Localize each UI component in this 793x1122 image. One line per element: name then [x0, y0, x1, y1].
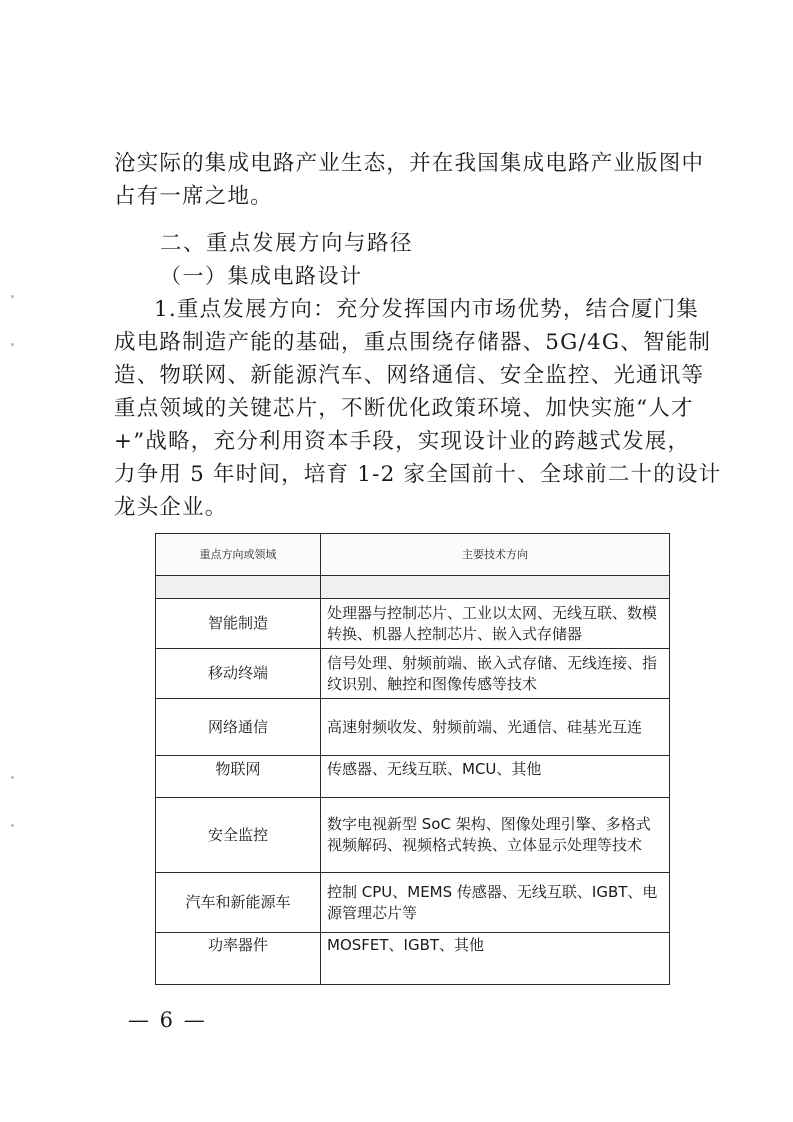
page-number: — 6 —: [128, 1008, 207, 1032]
field-cell: 网络通信: [156, 699, 321, 756]
tech-direction-table: [155, 533, 670, 985]
text-line: 沧实际的集成电路产业生态，并在我国集成电路产业版图中: [114, 151, 705, 176]
tech-cell: 数字电视新型 SoC 架构、图像处理引擎、多格式视频解码、视频格式转换、立体显示处理等技术: [321, 798, 670, 873]
tech-cell: MOSFET、IGBT、其他: [321, 933, 670, 985]
tech-cell: 控制 CPU、MEMS 传感器、无线互联、IGBT、电源管理芯片等: [321, 873, 670, 933]
text-line: 龙头企业。: [114, 495, 228, 520]
tech-cell: 传感器、无线互联、MCU、其他: [321, 756, 670, 798]
text-line: 造、物联网、新能源汽车、网络通信、安全监控、光通讯等: [114, 363, 705, 388]
text-line: 重点领域的关键芯片，不断优化政策环境、加快实施“人才: [114, 396, 694, 421]
text-line: 力争用 5 年时间，培育 1-2 家全国前十、全球前二十的设计: [114, 462, 722, 487]
table-header-cell: 主要技术方向: [321, 534, 670, 576]
table-row: [156, 699, 670, 756]
table-row: [156, 873, 670, 933]
scan-speck: [11, 343, 14, 346]
text-line: 1.重点发展方向：充分发挥国内市场优势，结合厦门集: [154, 297, 700, 322]
field-cell: 移动终端: [156, 649, 321, 699]
field-cell: 物联网: [156, 756, 321, 798]
text-line: +”战略，充分利用资本手段，实现设计业的跨越式发展，: [114, 429, 691, 454]
intro-paragraph: [114, 147, 714, 213]
tech-cell: 信号处理、射频前端、嵌入式存储、无线连接、指纹识别、触控和图像传感等技术: [321, 649, 670, 699]
table-row: [156, 649, 670, 699]
table-header-row: [156, 534, 670, 576]
subsection-heading: （一）集成电路设计: [160, 264, 363, 288]
text-line: 成电路制造产能的基础，重点围绕存储器、5G/4G、智能制: [114, 330, 712, 355]
scan-speck: [11, 295, 14, 298]
table-header-cell: 重点方向或领域: [156, 534, 321, 576]
section-heading: 二、重点发展方向与路径: [160, 231, 414, 256]
table-row: [156, 599, 670, 649]
field-cell: 智能制造: [156, 599, 321, 649]
table-row: [156, 798, 670, 873]
table-row: [156, 933, 670, 985]
field-cell: 汽车和新能源车: [156, 873, 321, 933]
table-spacer-row: [156, 576, 670, 599]
scan-speck: [11, 776, 14, 779]
field-cell: 功率器件: [156, 933, 321, 985]
tech-cell: 处理器与控制芯片、工业以太网、无线互联、数模转换、机器人控制芯片、嵌入式存储器: [321, 599, 670, 649]
tech-cell: 高速射频收发、射频前端、光通信、硅基光互连: [321, 699, 670, 756]
text-line: 占有一席之地。: [114, 184, 273, 209]
field-cell: 安全监控: [156, 798, 321, 873]
scan-speck: [11, 824, 14, 827]
point1-paragraph: [114, 293, 722, 524]
table-row: [156, 756, 670, 798]
